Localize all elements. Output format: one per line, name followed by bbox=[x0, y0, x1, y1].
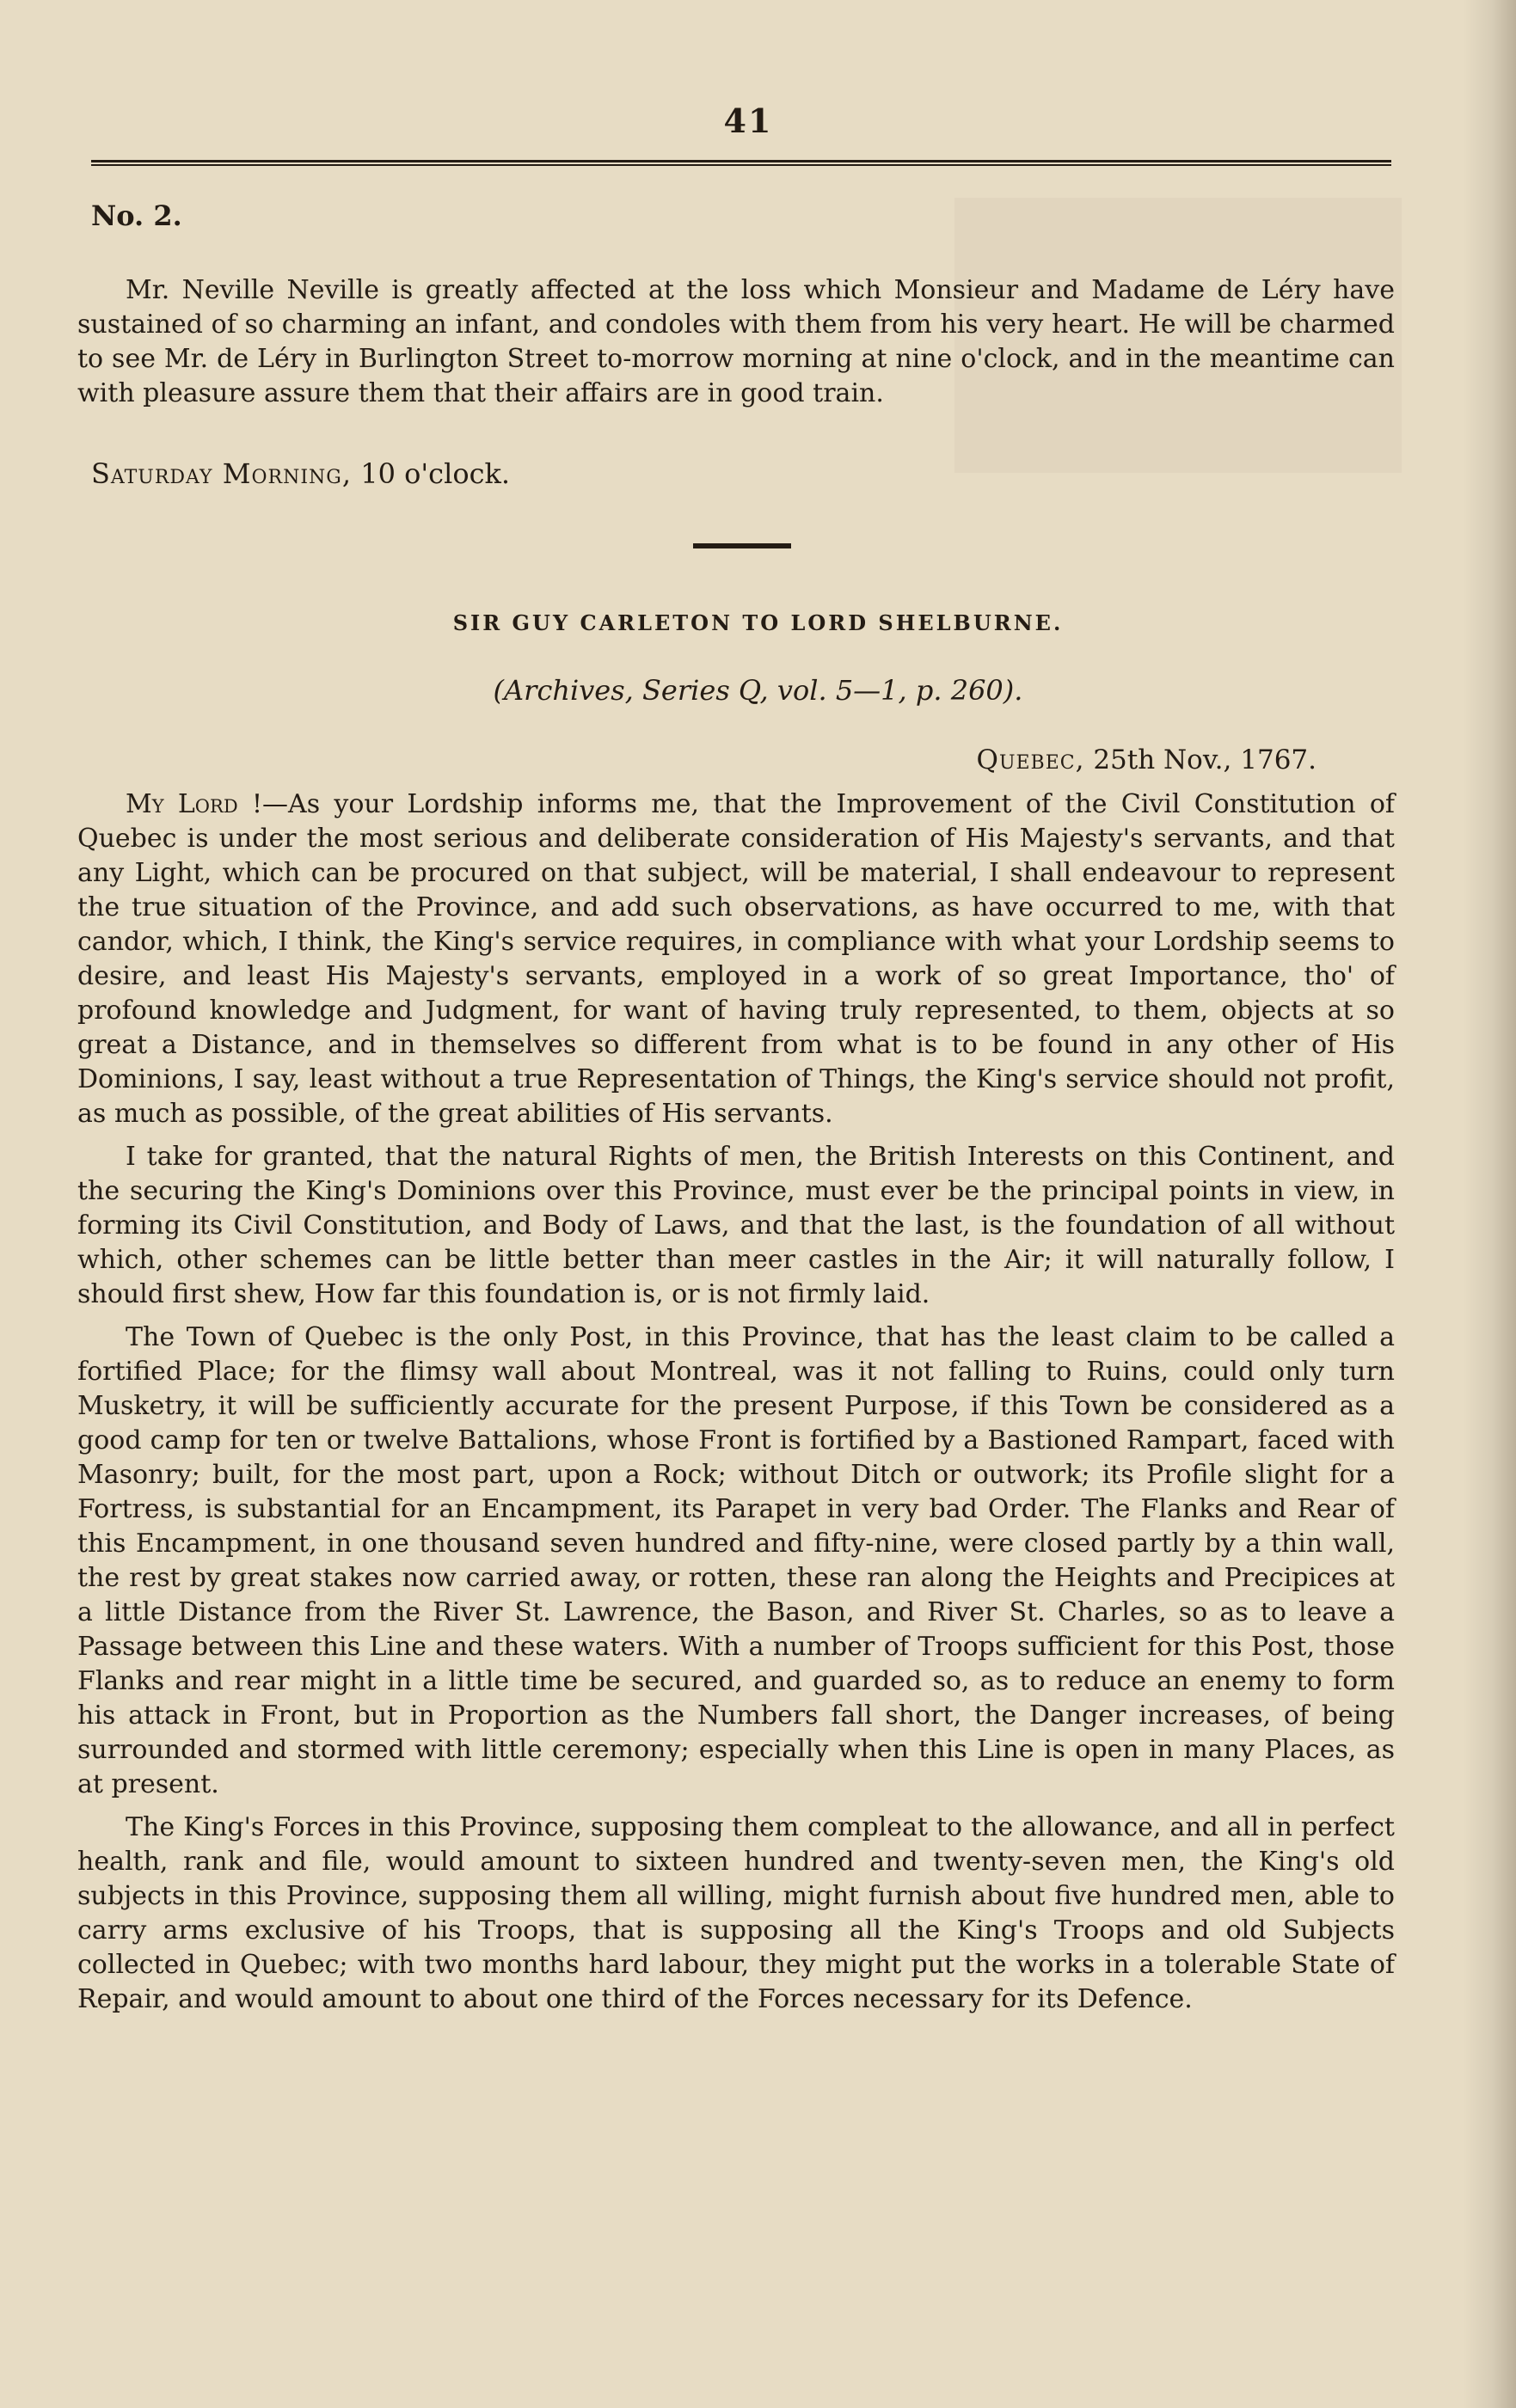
letter-1 bbox=[77, 273, 1395, 420]
letter-2-paragraph-4: The King's Forces in this Province, supposing them compleat to the allowance, and all in perfect health, rank and file, would amount to sixteen hundred and twenty-seven men, the King's old subjects in this Province, supposing them all willing, might furnish about five hundred men, able to carry arms exclusive of his Troops, that is supposing all the King's Troops and old Subjects collected in Quebec; with two months hard labour, they might put the works in a tolerable State of Repair, and would amount to about one third of the Forces necessary for its Defence. bbox=[77, 1812, 1395, 2014]
letter-1-paragraph: Mr. Neville Neville is greatly affected at the loss which Monsieur and Madame de Léry have sustained of so charming an infant, and condoles with them from his very heart. He will be charmed to see Mr. de Léry in Burlington Street to-morrow morning at nine o'clock, and in the meantime can with pleasure assure them that their affairs are in good train. bbox=[77, 275, 1395, 408]
archives-reference: (Archives, Series Q, vol. 5—1, p. 260). bbox=[493, 674, 1023, 707]
letter-2-paragraph-3: The Town of Quebec is the only Post, in this Province, that has the least claim to be called a fortified Place; for the flimsy wall about Montreal, was it not falling to Ruins, could only turn Musketry, it will be sufficiently accurate for the present Purpose, if this Town be considered as a good camp for ten or twelve Battalions, whose Front is fortified by a Bastioned Rampart, faced with Masonry; built, for the most part, upon a Rock; without Ditch or outwork; its Profile slight for a Fortress, is substantial for an Encampment, its Parapet in very bad Order. The Flanks and Rear of this Encampment, in one thousand seven hundred and fifty-nine, were closed partly by a thin wall, the rest by great stakes now carried away, or rotten, these ran along the Heights and Precipices at a little Distance from the River St. Lawrence, the Bason, and River St. Charles, so as to leave a Passage between this Line and these waters. With a number of Troops sufficient for this Post, those Flanks and rear might in a little time be secured, and guarded so, as to reduce an enemy to form his attack in Front, but in Proportion as the Numbers fall short, the Danger increases, of being surrounded and stormed with little ceremony; especially when this Line is open in many Places, as at present. bbox=[77, 1322, 1395, 1799]
section-divider bbox=[693, 543, 791, 548]
paragraph-1-text: —As your Lordship informs me, that the Improvement of the Civil Constitution of Quebec is under the most serious and deliberate consideration of His Majesty's servants, and that any Light, which can be procured on that subject, will be material, I shall endeavour to represent the true situation of the Province, and add such observations, as have occurred to me, with that candor, which, I think, the King's service requires, in compliance with what your Lordship seems to desire, and least His Majesty's servants, employed in a work of so great Importance, tho' of profound knowledge and Judgment, for want of having truly represented, to them, objects at so great a Distance, and in themselves so different from what is to be found in any other of His Dominions, I say, least without a true Representation of Things, the King's service should not profit, as much as possible, of the great abilities of His servants. bbox=[77, 789, 1395, 1129]
header-rule bbox=[91, 160, 1391, 166]
page-edge-shadow bbox=[1463, 0, 1516, 2408]
letter-2-dateline bbox=[977, 744, 1317, 775]
salutation: My Lord ! bbox=[126, 789, 263, 819]
letter-2-heading: SIR GUY CARLETON TO LORD SHELBURNE. bbox=[452, 610, 1064, 635]
letter-2-body bbox=[77, 787, 1395, 2025]
page-number: 41 bbox=[723, 101, 773, 140]
signature-day: Saturday Morning, bbox=[91, 457, 353, 490]
document-number: No. 2. bbox=[91, 199, 182, 232]
letter-2-paragraph-2: I take for granted, that the natural Rights of men, the British Interests on this Continent, and the securing the King's Dominions over this Province, must ever be the principal points in view, in forming its Civil Constitution, and Body of Laws, and that the last, is the foundation of all without which, other schemes can be little better than meer castles in the Air; it will naturally follow, I should first shew, How far this foundation is, or is not firmly laid. bbox=[77, 1142, 1395, 1309]
dateline-place: Quebec, bbox=[976, 744, 1085, 775]
signature-time: 10 o'clock. bbox=[352, 457, 511, 490]
letter-2-paragraph-1 bbox=[77, 787, 1395, 1131]
dateline-date: 25th Nov., 1767. bbox=[1084, 744, 1317, 775]
letter-1-signature bbox=[91, 457, 510, 490]
